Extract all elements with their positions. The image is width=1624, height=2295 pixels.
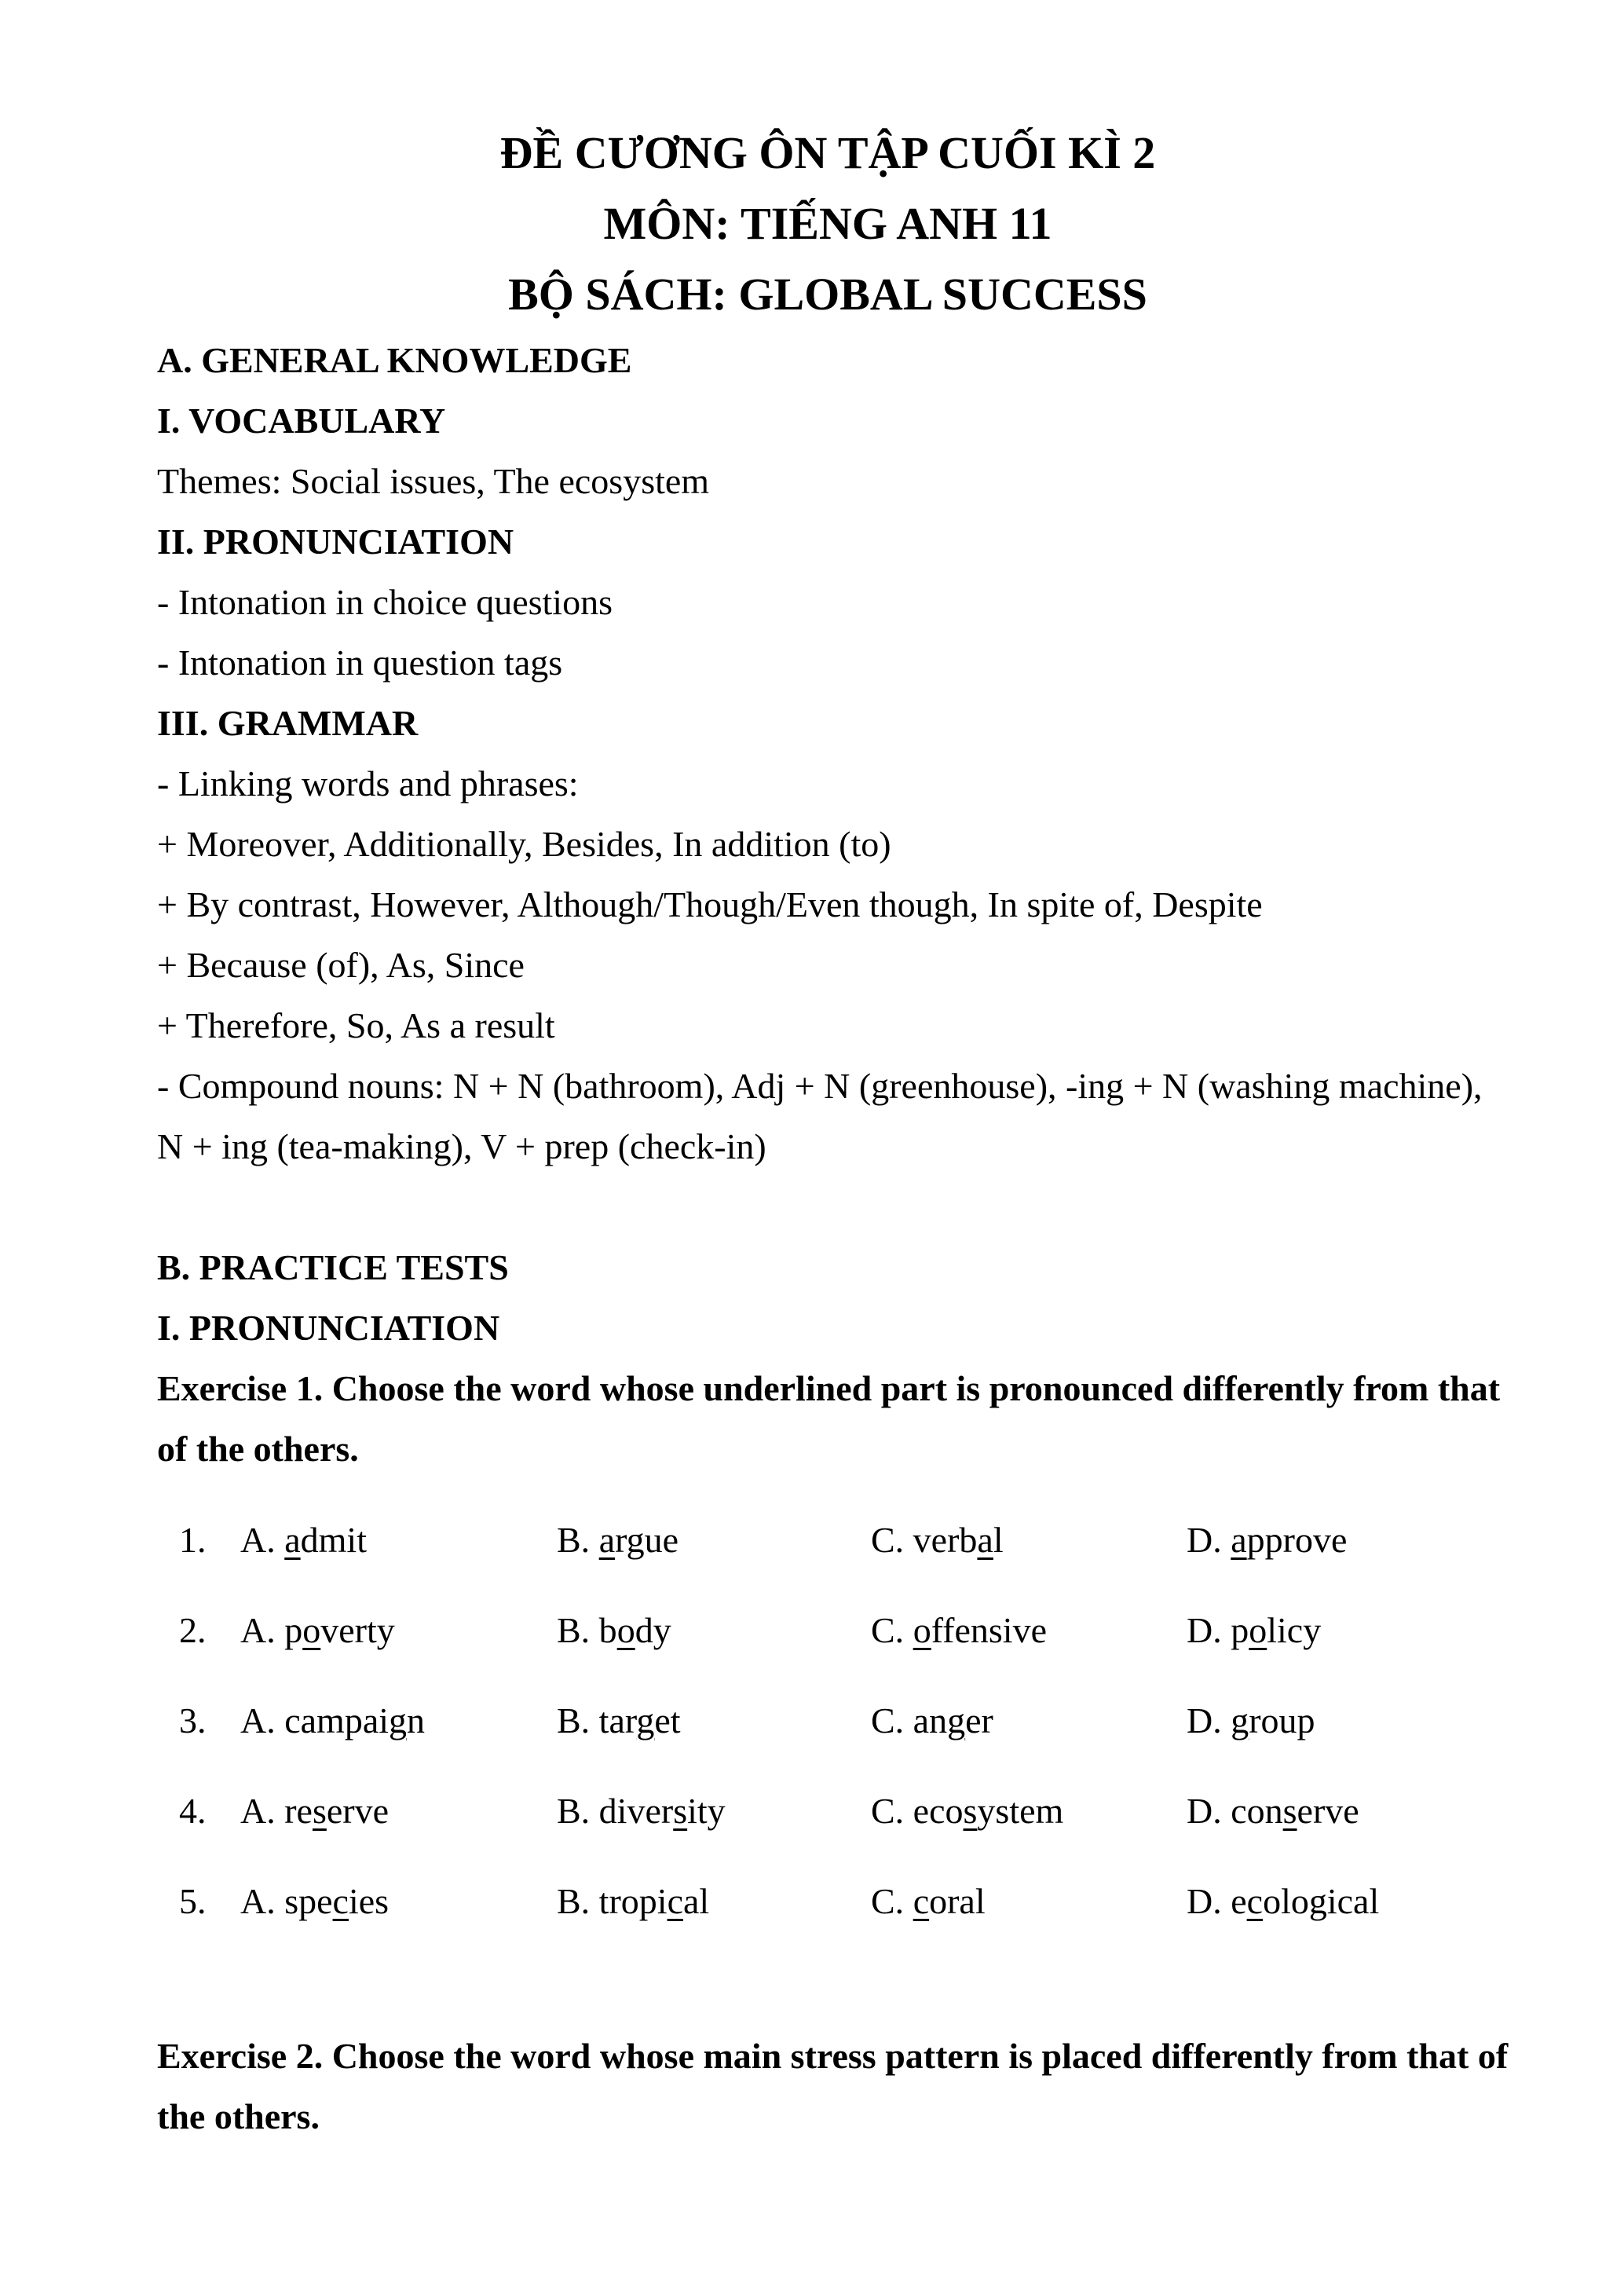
- option-c: [871, 1789, 1187, 1833]
- exercise1-question-list: [157, 1518, 1498, 1923]
- underlined-segment: s: [312, 1791, 327, 1831]
- option-d: [1187, 1789, 1498, 1833]
- underlined-segment: c: [1246, 1881, 1264, 1921]
- option-d: [1187, 1880, 1498, 1923]
- grammar-line-compound-2: N + ing (tea-making), V + prep (check-in): [157, 1126, 766, 1166]
- text-segment: erve: [326, 1791, 390, 1831]
- option-c: [871, 1518, 1187, 1562]
- grammar-heading: III. GRAMMAR: [157, 703, 419, 743]
- vocabulary-themes-line: Themes: Social issues, The ecosystem: [157, 461, 710, 501]
- text-segment: D. con: [1187, 1791, 1283, 1831]
- practice-pronunciation-heading: I. PRONUNCIATION: [157, 1308, 500, 1348]
- text-segment: pprove: [1246, 1520, 1348, 1560]
- document-body: [157, 330, 1509, 2147]
- underlined-segment: g: [636, 1700, 655, 1740]
- text-segment: al: [682, 1881, 710, 1921]
- text-segment: A. p: [240, 1610, 303, 1650]
- text-segment: D. e: [1187, 1881, 1247, 1921]
- text-segment: ies: [348, 1881, 390, 1921]
- document-title-block: [157, 118, 1498, 330]
- option-c: [871, 1880, 1187, 1923]
- option-d: [1187, 1518, 1498, 1562]
- text-segment: A.: [240, 1520, 285, 1560]
- option-a: [240, 1609, 557, 1653]
- underlined-segment: a: [1231, 1520, 1247, 1560]
- underlined-segment: c: [913, 1881, 930, 1921]
- text-segment: D.: [1187, 1700, 1231, 1740]
- grammar-line-because: + Because (of), As, Since: [157, 945, 525, 985]
- text-segment: ity: [687, 1791, 726, 1831]
- text-segment: dmit: [300, 1520, 367, 1560]
- text-segment: er: [965, 1700, 993, 1740]
- pronunciation-item-1: - Intonation in choice questions: [157, 582, 613, 622]
- text-segment: C. an: [871, 1700, 948, 1740]
- exercise2-heading-block: [157, 2026, 1509, 2147]
- grammar-line-therefore: + Therefore, So, As a result: [157, 1005, 555, 1045]
- option-b: [557, 1699, 871, 1743]
- text-segment: D. p: [1187, 1610, 1249, 1650]
- text-segment: A. campai: [240, 1700, 390, 1740]
- option-a: [240, 1789, 557, 1833]
- question-number: 1.: [179, 1520, 207, 1560]
- question-number: 2.: [179, 1610, 207, 1650]
- underlined-segment: s: [963, 1791, 978, 1831]
- section-spacer: [157, 1177, 1498, 1237]
- underlined-segment: s: [673, 1791, 688, 1831]
- vocabulary-heading: I. VOCABULARY: [157, 401, 446, 441]
- option-d: [1187, 1609, 1498, 1653]
- underlined-segment: o: [913, 1610, 931, 1650]
- question-row-1: [157, 1518, 1498, 1562]
- underlined-segment: c: [667, 1881, 683, 1921]
- underlined-segment: a: [598, 1520, 616, 1560]
- option-c: [871, 1609, 1187, 1653]
- grammar-line-compound-1: - Compound nouns: N + N (bathroom), Adj + N (greenhouse), -ing + N (washing machine),: [157, 1066, 1483, 1106]
- text-segment: C. verb: [871, 1520, 978, 1560]
- document-title-line-1: ĐỀ CƯƠNG ÔN TẬP CUỐI KÌ 2: [499, 127, 1156, 178]
- text-segment: l: [993, 1520, 1004, 1560]
- text-segment: verty: [320, 1610, 395, 1650]
- option-a: [240, 1518, 557, 1562]
- option-b: [557, 1880, 871, 1923]
- grammar-line-contrast: + By contrast, However, Although/Though/Even though, In spite of, Despite: [157, 884, 1263, 924]
- text-segment: D.: [1187, 1520, 1231, 1560]
- text-segment: B. b: [557, 1610, 617, 1650]
- underlined-segment: a: [284, 1520, 301, 1560]
- question-row-3: [157, 1699, 1498, 1743]
- section-b-heading: B. PRACTICE TESTS: [157, 1247, 509, 1287]
- exercise2-heading-line-2: the others.: [157, 2096, 320, 2136]
- text-segment: oral: [929, 1881, 986, 1921]
- pronunciation-heading: II. PRONUNCIATION: [157, 522, 514, 562]
- underlined-segment: o: [302, 1610, 321, 1650]
- option-b: [557, 1789, 871, 1833]
- text-segment: C.: [871, 1881, 913, 1921]
- text-segment: et: [654, 1700, 681, 1740]
- underlined-segment: g: [947, 1700, 966, 1740]
- text-segment: A. spe: [240, 1881, 333, 1921]
- text-segment: licy: [1267, 1610, 1322, 1650]
- exercise1-heading-line-2: of the others.: [157, 1429, 359, 1469]
- question-row-2: [157, 1609, 1498, 1653]
- text-segment: n: [407, 1700, 426, 1740]
- text-segment: erve: [1297, 1791, 1359, 1831]
- pronunciation-item-2: - Intonation in question tags: [157, 642, 563, 683]
- text-segment: A. re: [240, 1791, 313, 1831]
- option-b: [557, 1518, 871, 1562]
- question-row-4: [157, 1789, 1498, 1833]
- document-title-line-2: MÔN: TIẾNG ANH 11: [603, 198, 1052, 249]
- text-segment: B. tar: [557, 1700, 637, 1740]
- underlined-segment: o: [616, 1610, 635, 1650]
- underlined-segment: a: [977, 1520, 993, 1560]
- underlined-segment: c: [332, 1881, 349, 1921]
- text-segment: ological: [1263, 1881, 1380, 1921]
- text-segment: B. tropi: [557, 1881, 668, 1921]
- document-title-line-3: BỘ SÁCH: GLOBAL SUCCESS: [508, 269, 1147, 320]
- text-segment: ystem: [977, 1791, 1064, 1831]
- question-row-5: [157, 1880, 1498, 1923]
- option-b: [557, 1609, 871, 1653]
- exercise1-heading-line-1: Exercise 1. Choose the word whose underlined part is pronounced differently from that: [157, 1368, 1501, 1408]
- exercise2-heading-line-1: Exercise 2. Choose the word whose main stress pattern is placed differently from that of: [157, 2036, 1509, 2076]
- option-a: [240, 1880, 557, 1923]
- text-segment: B.: [557, 1520, 599, 1560]
- question-number: 3.: [179, 1700, 207, 1740]
- option-a: [240, 1699, 557, 1743]
- text-segment: roup: [1249, 1700, 1315, 1740]
- grammar-line-moreover: + Moreover, Additionally, Besides, In addition (to): [157, 824, 891, 864]
- underlined-segment: o: [1249, 1610, 1267, 1650]
- text-segment: C.: [871, 1610, 913, 1650]
- text-segment: B. diver: [557, 1791, 674, 1831]
- option-d: [1187, 1699, 1498, 1743]
- text-segment: rgue: [615, 1520, 679, 1560]
- text-segment: ffensive: [931, 1610, 1048, 1650]
- text-segment: dy: [635, 1610, 671, 1650]
- question-number: 5.: [179, 1881, 207, 1921]
- text-segment: C. eco: [871, 1791, 964, 1831]
- section-a-heading: A. GENERAL KNOWLEDGE: [157, 340, 632, 380]
- question-number: 4.: [179, 1791, 207, 1831]
- option-c: [871, 1699, 1187, 1743]
- grammar-line-linking: - Linking words and phrases:: [157, 763, 579, 803]
- underlined-segment: s: [1282, 1791, 1297, 1831]
- underlined-segment: g: [1231, 1700, 1249, 1740]
- underlined-segment: g: [389, 1700, 408, 1740]
